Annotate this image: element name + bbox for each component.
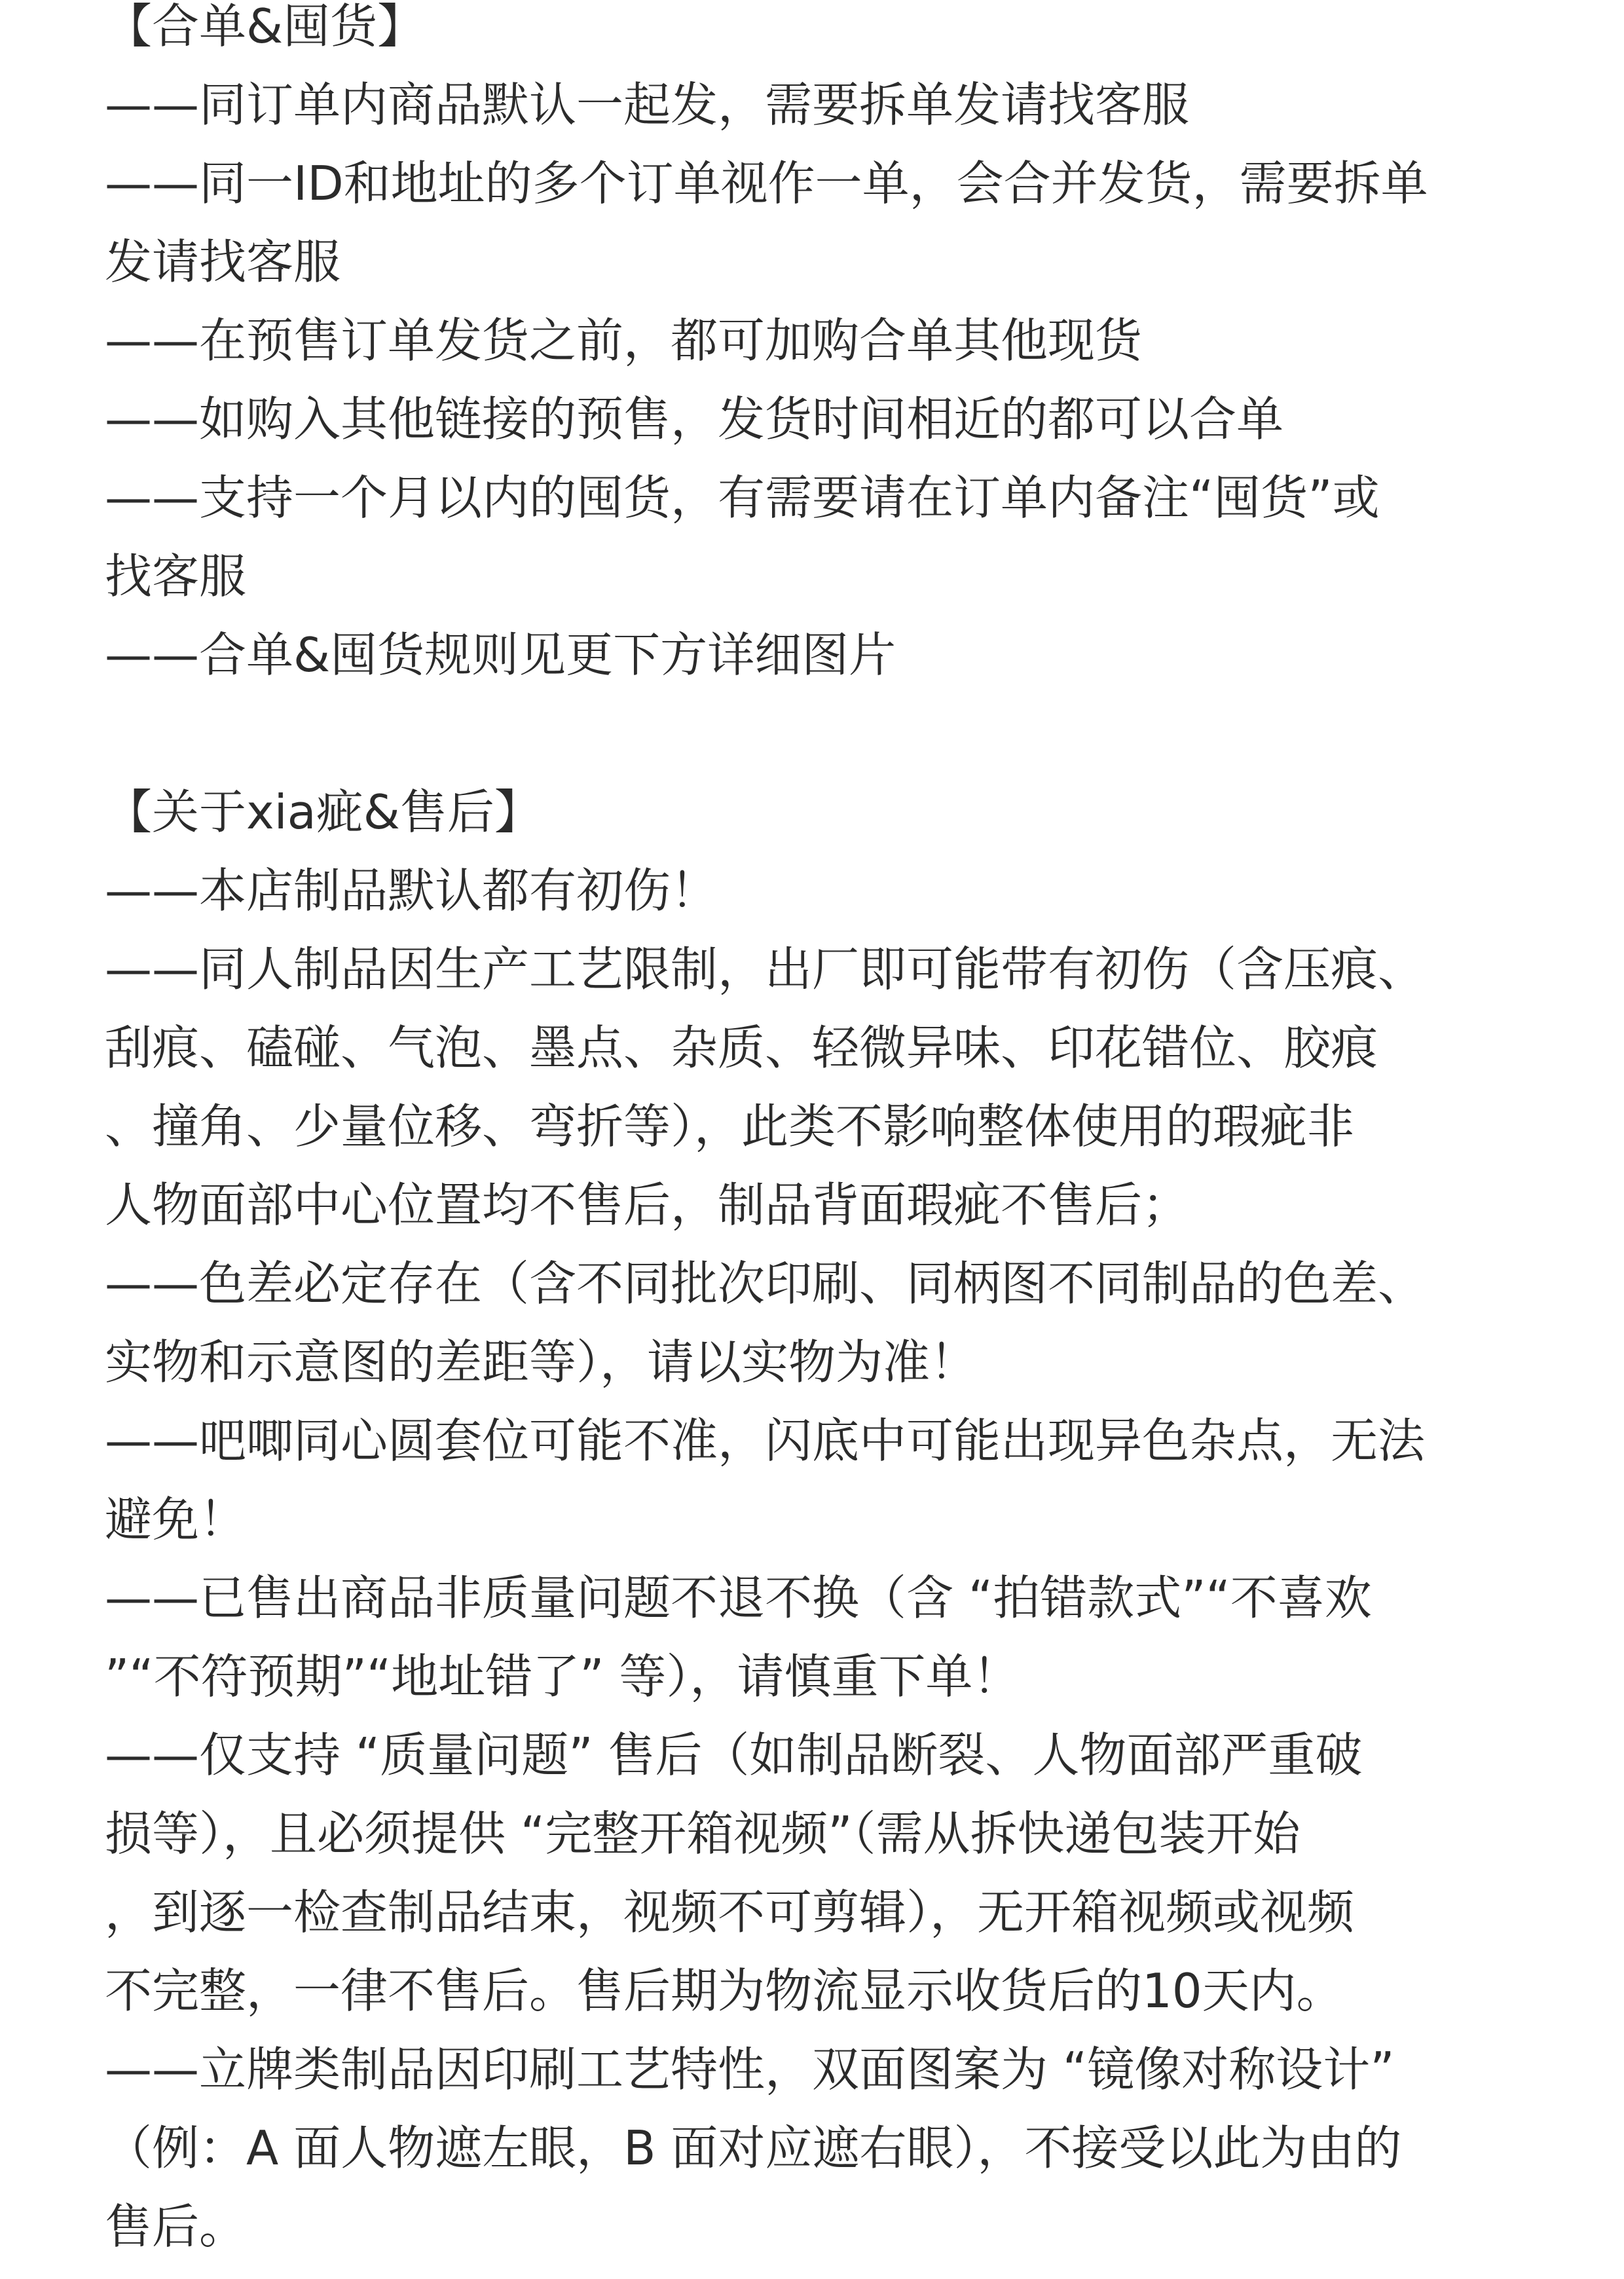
aftersale-line-13: 损等），且必须提供 “完整开箱视频”（需从拆快递包装开始 [105,1806,1301,1861]
aftersale-line-12: ——仅支持 “质量问题” 售后（如制品断裂、人物面部严重破 [105,1728,1363,1783]
aftersale-line-4: 、撞角、少量位移、弯折等），此类不影响整体使用的瑕疵非 [105,1099,1355,1154]
aftersale-line-5: 人物面部中心位置均不售后，制品背面瑕疵不售后； [105,1177,1190,1232]
section-title-aftersale: 【关于xia疵&售后】 [105,785,542,840]
aftersale-line-2: ——同人制品因生产工艺限制，出厂即可能带有初伤（含压痕、 [105,942,1426,997]
aftersale-line-18: 售后。 [105,2199,247,2254]
aftersale-line-15: 不完整，一律不售后。售后期为物流显示收货后的10天内。 [105,1963,1344,2018]
aftersale-line-17: （例：A 面人物遮左眼，B 面对应遮右眼），不接受以此为由的 [105,2121,1402,2176]
aftersale-line-11: ”“不符预期”“地址错了” 等），请慎重下单！ [105,1649,1020,1704]
aftersale-line-10: ——已售出商品非质量问题不退不换（含 “拍错款式”“不喜欢 [105,1570,1372,1625]
aftersale-line-16: ——立牌类制品因印刷工艺特性，双面图案为 “镜像对称设计” [105,2042,1395,2097]
merge-line-7: 找客服 [105,549,247,604]
merge-line-1: ——同订单内商品默认一起发，需要拆单发请找客服 [105,77,1190,132]
merge-line-4: ——在预售订单发货之前，都可加购合单其他现货 [105,313,1143,368]
section-title-merge: 【合单&囤货】 [105,0,425,54]
merge-line-8: ——合单&囤货规则见更下方详细图片 [105,627,896,682]
aftersale-line-6: ——色差必定存在（含不同批次印刷、同柄图不同制品的色差、 [105,1256,1426,1311]
aftersale-line-3: 刮痕、磕碰、气泡、墨点、杂质、轻微异味、印花错位、胶痕 [105,1020,1378,1075]
merge-line-6: ——支持一个月以内的囤货，有需要请在订单内备注“囤货”或 [105,470,1380,525]
aftersale-line-8: ——吧唧同心圆套位可能不准，闪底中可能出现异色杂点，无法 [105,1413,1426,1468]
merge-line-5: ——如购入其他链接的预售，发货时间相近的都可以合单 [105,392,1284,447]
aftersale-line-9: 避免！ [105,1492,247,1547]
merge-line-2: ——同一ID和地址的多个订单视作一单，会合并发货，需要拆单 [105,156,1428,211]
merge-line-3: 发请找客服 [105,234,341,289]
aftersale-line-14: ，到逐一检查制品结束，视频不可剪辑），无开箱视频或视频 [105,1885,1355,1940]
aftersale-line-1: ——本店制品默认都有初伤！ [105,863,718,918]
aftersale-line-7: 实物和示意图的差距等），请以实物为准！ [105,1335,978,1390]
